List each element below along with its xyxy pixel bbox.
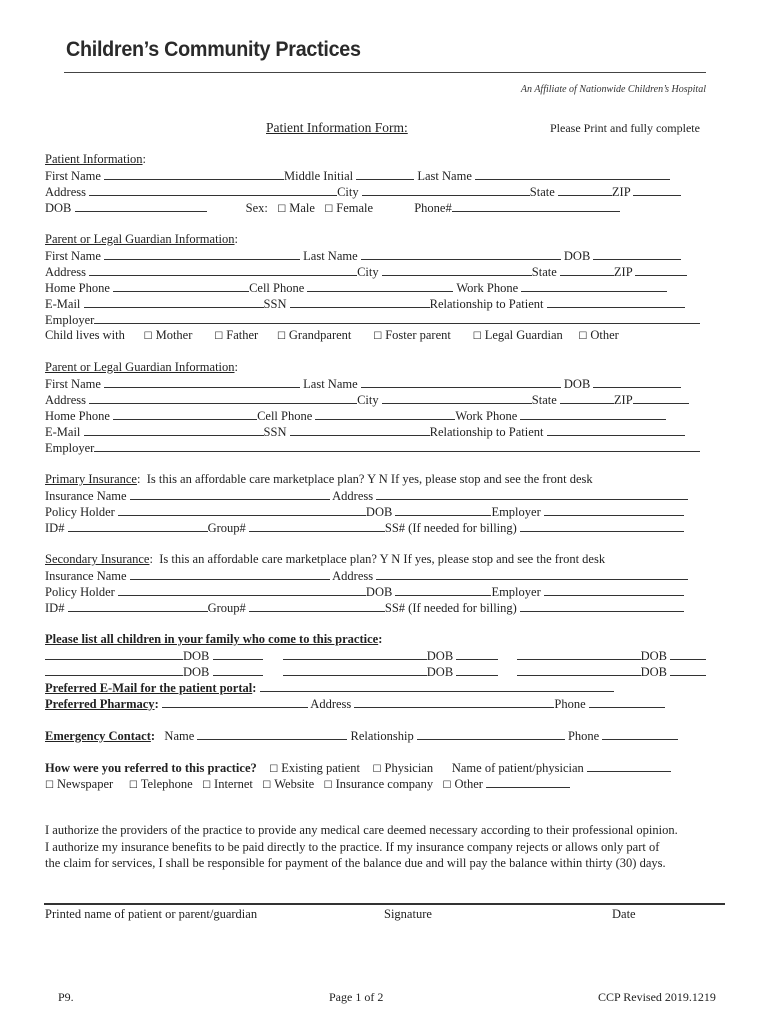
internet-checkbox[interactable]: ☐ <box>202 780 212 791</box>
child-dob-field[interactable] <box>213 664 263 676</box>
g2-ssn-field[interactable] <box>290 424 430 436</box>
phone-field[interactable] <box>452 200 620 212</box>
dob-field[interactable] <box>75 200 207 212</box>
g2-relationship-field[interactable] <box>547 424 685 436</box>
primary-insurance-holder-row: Policy Holder DOB Employer <box>45 504 684 520</box>
male-checkbox[interactable]: ☐ <box>277 204 287 215</box>
g1-city-field[interactable] <box>382 264 532 276</box>
referral-row-2: ☐ Newspaper ☐ Telephone ☐ Internet ☐ Website ☐ Insurance company ☐ Other <box>45 776 570 792</box>
middle-initial-field[interactable] <box>356 168 414 180</box>
other-referral-checkbox[interactable]: ☐ <box>442 780 452 791</box>
g2-zip-field[interactable] <box>633 392 689 404</box>
emergency-contact-row: Emergency Contact: Name Relationship Phone <box>45 728 678 744</box>
footer-left: P9. <box>58 990 74 1004</box>
g1-ssn-field[interactable] <box>290 296 430 308</box>
g2-address-field[interactable] <box>89 392 357 404</box>
signature-line[interactable] <box>44 903 725 905</box>
g2-employer-field[interactable] <box>94 440 700 452</box>
website-checkbox[interactable]: ☐ <box>262 780 272 791</box>
g1-address-field[interactable] <box>89 264 357 276</box>
g2-home-phone-field[interactable] <box>113 408 257 420</box>
printed-name-label: Printed name of patient or parent/guardian <box>45 907 258 921</box>
affiliate-text: An Affiliate of Nationwide Children’s Hospital <box>520 84 706 95</box>
g1-email-field[interactable] <box>84 296 264 308</box>
pharmacy-row: Preferred Pharmacy: Address Phone <box>45 696 665 712</box>
si-employer-field[interactable] <box>544 584 684 596</box>
guardian2-address-row: Address City State ZIP <box>45 392 689 408</box>
guardian2-employer-row: Employer <box>45 440 700 456</box>
telephone-checkbox[interactable]: ☐ <box>128 780 138 791</box>
child-name-field[interactable] <box>45 648 183 660</box>
guardian1-heading: Parent or Legal Guardian Information: <box>45 232 238 246</box>
authorization-line: the claim for services, I shall be responsible for payment of the balance due and will pay the balance within thirty (30) days. <box>45 856 666 870</box>
address-field[interactable] <box>89 184 337 196</box>
child-name-field[interactable] <box>283 664 427 676</box>
g1-relationship-field[interactable] <box>547 296 685 308</box>
foster-parent-checkbox[interactable]: ☐ <box>373 331 383 342</box>
child-lives-with-row: Child lives with ☐ Mother ☐ Father ☐ Grandparent ☐ Foster parent ☐ Legal Guardian ☐ Other <box>45 328 619 342</box>
first-name-field[interactable] <box>104 168 284 180</box>
authorization-paragraph <box>45 822 735 872</box>
primary-insurance-id-row: ID# Group# SS# (If needed for billing) <box>45 520 684 536</box>
g1-employer-field[interactable] <box>94 312 700 324</box>
authorization-line: I authorize my insurance benefits to be paid directly to the practice. If my insurance company rejects or allows only part of <box>45 839 660 854</box>
child-name-field[interactable] <box>517 648 641 660</box>
children-row-2: DOB DOB DOB <box>45 664 706 680</box>
other-checkbox[interactable]: ☐ <box>578 331 588 342</box>
g1-zip-field[interactable] <box>635 264 687 276</box>
page-number: Page 1 of 2 <box>329 990 384 1004</box>
child-name-field[interactable] <box>517 664 641 676</box>
child-dob-field[interactable] <box>456 664 498 676</box>
si-policy-holder-field[interactable] <box>118 584 366 596</box>
guardian2-heading: Parent or Legal Guardian Information: <box>45 360 238 374</box>
patient-name-row: First Name Middle Initial Last Name <box>45 168 670 184</box>
state-field[interactable] <box>558 184 612 196</box>
physician-checkbox[interactable]: ☐ <box>372 764 382 775</box>
org-logo-text: Children’s Community Practices <box>66 38 361 61</box>
g1-first-name-field[interactable] <box>104 248 300 260</box>
g1-last-name-field[interactable] <box>361 248 561 260</box>
g2-first-name-field[interactable] <box>104 376 300 388</box>
g2-city-field[interactable] <box>382 392 532 404</box>
revision-label: CCP Revised 2019.1219 <box>598 990 716 1004</box>
referral-row-1: How were you referred to this practice? ☐ Existing patient ☐ Physician Name of patient/physician <box>45 760 671 776</box>
g2-dob-field[interactable] <box>593 376 681 388</box>
pi-id-field[interactable] <box>68 520 208 532</box>
guardian2-phone-row: Home Phone Cell Phone Work Phone <box>45 408 666 424</box>
g2-work-phone-field[interactable] <box>520 408 666 420</box>
other-referral-field[interactable] <box>486 776 570 788</box>
referral-name-field[interactable] <box>587 760 671 772</box>
female-checkbox[interactable]: ☐ <box>324 204 334 215</box>
secondary-insurance-holder-row: Policy Holder DOB Employer <box>45 584 684 600</box>
g2-email-field[interactable] <box>84 424 264 436</box>
portal-email-field[interactable] <box>260 680 614 692</box>
pi-policy-holder-field[interactable] <box>118 504 366 516</box>
children-row-1: DOB DOB DOB <box>45 648 706 664</box>
grandparent-checkbox[interactable]: ☐ <box>276 331 286 342</box>
last-name-field[interactable] <box>475 168 670 180</box>
guardian1-address-row: Address City State ZIP <box>45 264 687 280</box>
pharmacy-address-field[interactable] <box>354 696 554 708</box>
form-title: Patient Information Form: <box>266 120 408 135</box>
mother-checkbox[interactable]: ☐ <box>143 331 153 342</box>
signature-label: Signature <box>384 907 432 921</box>
child-dob-field[interactable] <box>213 648 263 660</box>
portal-email-row: Preferred E-Mail for the patient portal: <box>45 680 614 696</box>
si-id-field[interactable] <box>68 600 208 612</box>
city-field[interactable] <box>362 184 530 196</box>
patient-heading: Patient Information: <box>45 152 147 166</box>
g1-dob-field[interactable] <box>593 248 681 260</box>
si-name-field[interactable] <box>130 568 330 580</box>
date-label: Date <box>612 907 636 921</box>
si-ss-field[interactable] <box>520 600 684 612</box>
g1-home-phone-field[interactable] <box>113 280 249 292</box>
form-instruction: Please Print and fully complete <box>550 121 700 135</box>
pi-group-field[interactable] <box>249 520 385 532</box>
child-name-field[interactable] <box>283 648 427 660</box>
child-dob-field[interactable] <box>456 648 498 660</box>
guardian1-phone-row: Home Phone Cell Phone Work Phone <box>45 280 667 296</box>
patient-dob-row: DOB Sex: ☐ Male ☐ Female Phone# <box>45 200 620 216</box>
header-divider <box>64 72 706 73</box>
child-dob-field[interactable] <box>670 648 706 660</box>
zip-field[interactable] <box>633 184 681 196</box>
pi-name-field[interactable] <box>130 488 330 500</box>
primary-insurance-heading: Primary Insurance: Is this an affordable care marketplace plan? Y N If yes, please stop and see the front desk <box>45 472 593 486</box>
guardian1-name-row: First Name Last Name DOB <box>45 248 681 264</box>
guardian2-email-row: E-Mail SSN Relationship to Patient <box>45 424 685 440</box>
emergency-phone-field[interactable] <box>602 728 678 740</box>
pi-employer-field[interactable] <box>544 504 684 516</box>
si-group-field[interactable] <box>249 600 385 612</box>
primary-insurance-name-row: Insurance Name Address <box>45 488 688 504</box>
pi-address-field[interactable] <box>376 488 688 500</box>
g1-work-phone-field[interactable] <box>521 280 667 292</box>
si-address-field[interactable] <box>376 568 688 580</box>
g2-last-name-field[interactable] <box>361 376 561 388</box>
g2-cell-phone-field[interactable] <box>315 408 455 420</box>
si-dob-field[interactable] <box>395 584 491 596</box>
insurance-company-checkbox[interactable]: ☐ <box>323 780 333 791</box>
guardian1-email-row: E-Mail SSN Relationship to Patient <box>45 296 685 312</box>
secondary-insurance-name-row: Insurance Name Address <box>45 568 688 584</box>
g2-state-field[interactable] <box>560 392 614 404</box>
secondary-insurance-id-row: ID# Group# SS# (If needed for billing) <box>45 600 684 616</box>
pharmacy-phone-field[interactable] <box>589 696 665 708</box>
g1-state-field[interactable] <box>560 264 614 276</box>
pi-dob-field[interactable] <box>395 504 491 516</box>
emergency-name-field[interactable] <box>197 728 347 740</box>
father-checkbox[interactable]: ☐ <box>214 331 224 342</box>
existing-patient-checkbox[interactable]: ☐ <box>269 764 279 775</box>
child-dob-field[interactable] <box>670 664 706 676</box>
guardian2-name-row: First Name Last Name DOB <box>45 376 681 392</box>
authorization-line: I authorize the providers of the practice to provide any medical care deemed necessary according to their professional opinion. <box>45 823 678 837</box>
pi-ss-field[interactable] <box>520 520 684 532</box>
emergency-relationship-field[interactable] <box>417 728 565 740</box>
child-name-field[interactable] <box>45 664 183 676</box>
legal-guardian-checkbox[interactable]: ☐ <box>472 331 482 342</box>
pharmacy-name-field[interactable] <box>162 696 308 708</box>
guardian1-employer-row: Employer <box>45 312 700 328</box>
children-heading: Please list all children in your family who come to this practice: <box>45 632 383 646</box>
g1-cell-phone-field[interactable] <box>307 280 453 292</box>
patient-address-row: Address City State ZIP <box>45 184 681 200</box>
newspaper-checkbox[interactable]: ☐ <box>45 780 54 791</box>
secondary-insurance-heading: Secondary Insurance: Is this an affordable care marketplace plan? Y N If yes, please stop and see the front desk <box>45 552 606 566</box>
